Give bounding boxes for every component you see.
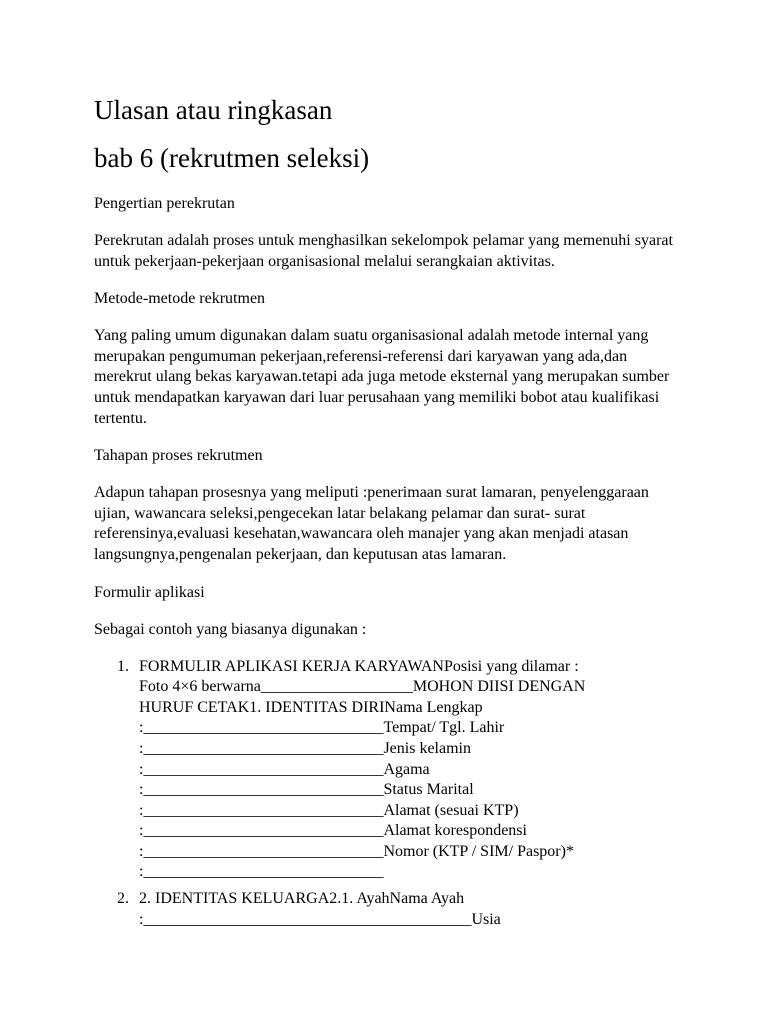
list-item-line: :______________________________Nomor (KTP / SIM/ Paspor)* [139, 842, 574, 860]
list-item-number: 2. [117, 890, 129, 908]
list-item-line: :______________________________Status Marital [139, 781, 474, 799]
section-body-metode: Yang paling umum digunakan dalam suatu organisasional adalah metode internal yang merupakan pengumuman pekerjaan,referensi-referensi dari karyawan yang ada,dan merekrut ulang bekas karyawan.tetapi ada juga metode eksternal yang merupakan sumber untuk mendapatkan karyawan dari luar perusahaan yang memiliki bobot atau kualifikasi tertentu. [94, 327, 670, 427]
list-item-number: 1. [117, 657, 129, 675]
list-item-line: FORMULIR APLIKASI KERJA KARYAWANPosisi yang dilamar : [139, 657, 579, 675]
list-item-line: :______________________________Alamat (sesuai KTP) [139, 801, 519, 819]
section-heading-formulir: Formulir aplikasi [94, 583, 205, 601]
list-item-line: Foto 4×6 berwarna___________________MOHON DIISI DENGAN [139, 678, 586, 696]
list-item-line: HURUF CETAK1. IDENTITAS DIRINama Lengkap [139, 698, 483, 716]
list-item-line: :_________________________________________Usia [139, 910, 501, 928]
list-item-line: :______________________________Agama [139, 760, 430, 778]
section-body-tahapan: Adapun tahapan prosesnya yang meliputi :penerimaan surat lamaran, penyelenggaraan ujian, wawancara seleksi,pengecekan latar belakang pelamar dan surat- surat referensinya,evaluasi kesehatan,wawancara oleh manajer yang akan menjadi atasan langsungnya,pengenalan pekerjaan, dan keputusan atas lamaran. [94, 484, 649, 563]
section-heading-pengertian: Pengertian perekrutan [94, 195, 235, 212]
document-page [94, 94, 694, 936]
form-list [94, 657, 694, 931]
section-body-pengertian: Perekrutan adalah proses untuk menghasilkan sekelompok pelamar yang memenuhi syarat untuk pekerjaan-pekerjaan organisasional melalui serangkaian aktivitas. [94, 232, 673, 270]
list-item-line: :______________________________Tempat/ Tgl. Lahir [139, 719, 505, 737]
document-title-line-2: bab 6 (rekrutmen seleksi) [94, 143, 370, 173]
list-item-line: 2. IDENTITAS KELUARGA2.1. AyahNama Ayah [139, 890, 465, 908]
list-item-line: :______________________________Alamat korespondensi [139, 822, 527, 840]
document-title-line-1: Ulasan atau ringkasan [94, 95, 333, 125]
list-item-line: :______________________________Jenis kelamin [139, 739, 471, 757]
section-heading-tahapan: Tahapan proses rekrutmen [94, 447, 263, 465]
section-intro-formulir: Sebagai contoh yang biasanya digunakan : [94, 620, 367, 638]
list-item [94, 657, 679, 884]
list-item [94, 889, 679, 930]
section-heading-metode: Metode-metode rekrutmen [94, 290, 266, 308]
list-item-line: :______________________________ [139, 863, 384, 881]
